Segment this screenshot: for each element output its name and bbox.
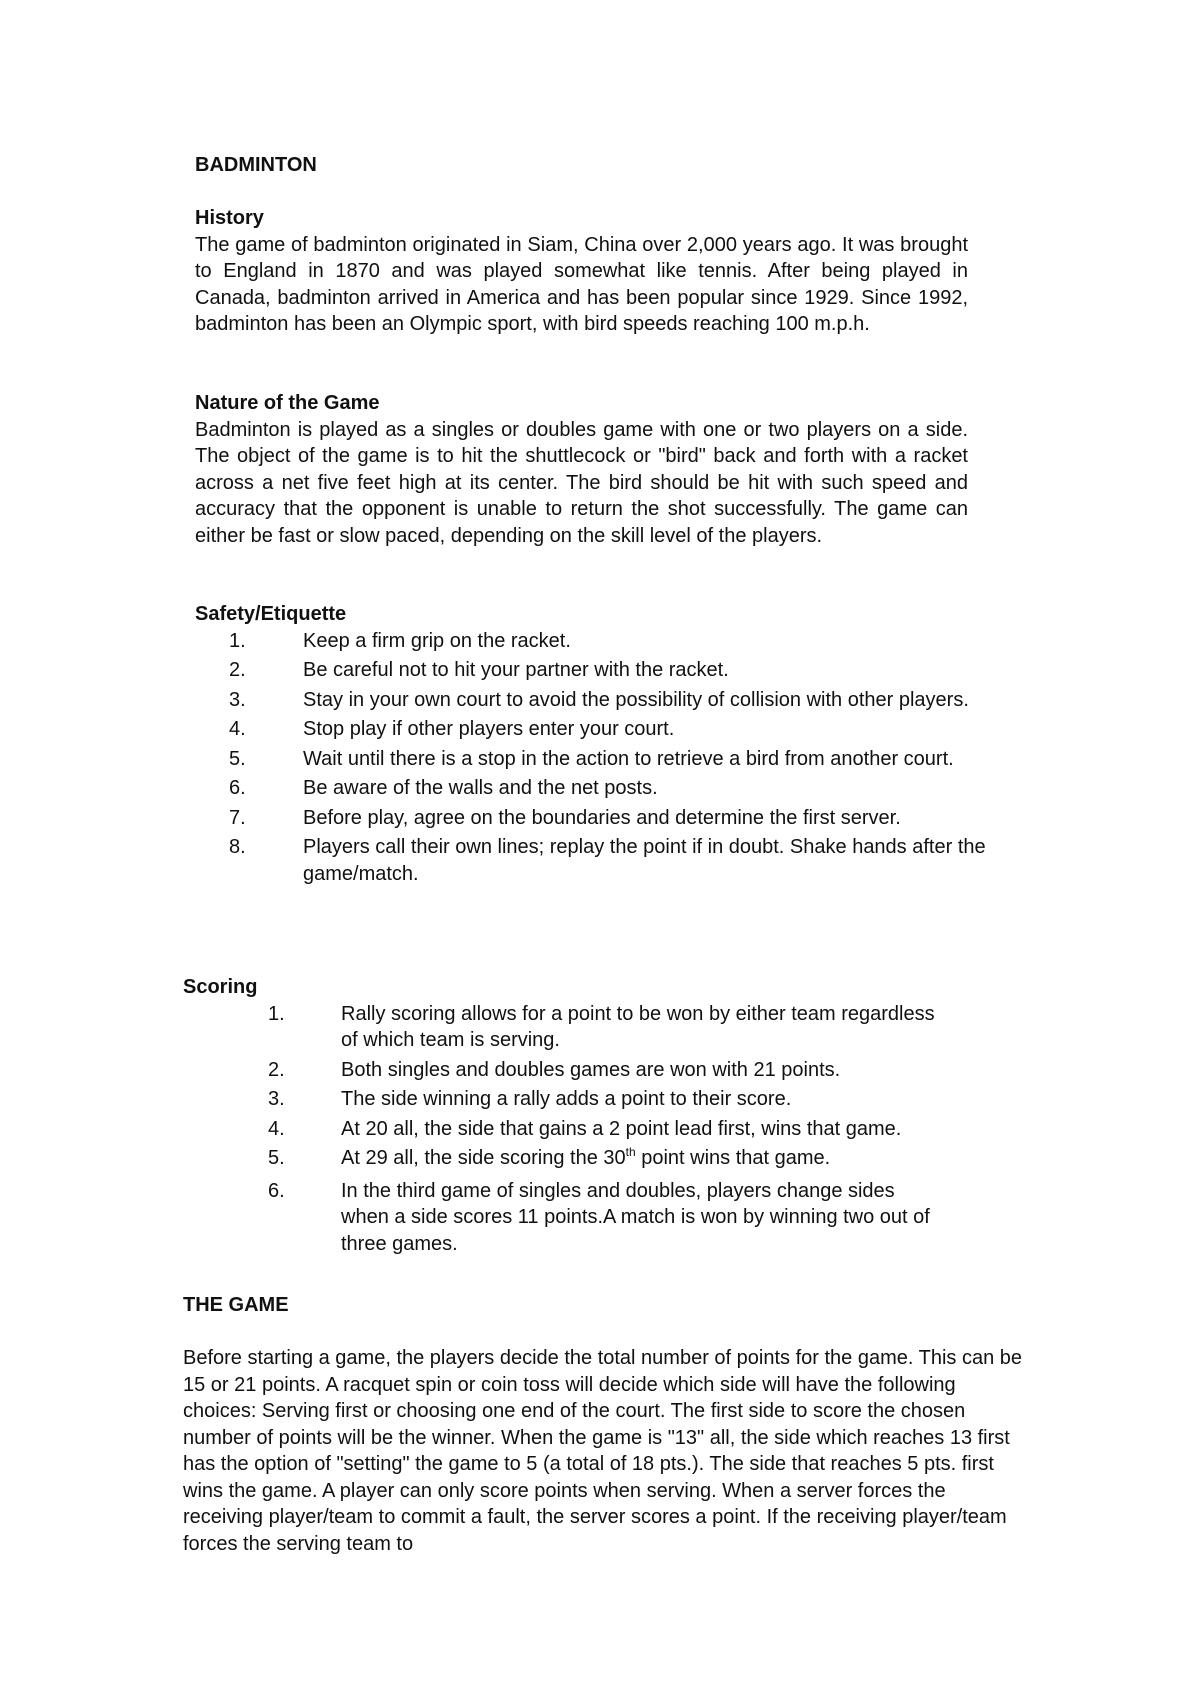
list-number: 6. — [229, 777, 246, 799]
list-item — [183, 1145, 941, 1172]
scoring-list — [183, 1001, 983, 1258]
list-number: 3. — [268, 1088, 285, 1110]
the-game-heading: THE GAME — [183, 1294, 289, 1316]
safety-list — [195, 628, 995, 888]
list-number: 5. — [268, 1147, 285, 1169]
list-item — [183, 1001, 941, 1054]
list-item — [183, 1086, 941, 1113]
list-item — [195, 657, 993, 684]
list-item — [183, 1057, 941, 1084]
list-number: 2. — [268, 1058, 285, 1081]
nature-section — [195, 390, 968, 549]
list-text: Rally scoring allows for a point to be won by either team regardless of which team is serving. — [341, 1002, 935, 1051]
list-text: At 20 all, the side that gains a 2 point lead first, wins that game. — [341, 1117, 902, 1140]
list-text: Players call their own lines; replay the point if in doubt. Shake hands after the game/match. — [303, 836, 986, 885]
list-text: Stay in your own court to avoid the possibility of collision with other players. — [303, 688, 969, 711]
list-item — [195, 834, 993, 887]
history-section — [195, 205, 968, 338]
scoring-section — [183, 974, 983, 1260]
nature-heading: Nature of the Game — [195, 392, 380, 414]
list-item — [195, 775, 993, 802]
list-item — [195, 746, 993, 773]
list-number: 2. — [229, 659, 246, 681]
list-number: 1. — [229, 629, 246, 652]
list-item — [195, 716, 993, 743]
history-heading: History — [195, 207, 264, 229]
list-number: 3. — [229, 688, 246, 711]
document-title: BADMINTON — [195, 154, 317, 176]
list-number: 4. — [229, 718, 246, 740]
scoring-heading: Scoring — [183, 976, 258, 998]
list-text: point wins that game. — [635, 1147, 831, 1169]
the-game-text: Before starting a game, the players decide the total number of points for the game. This can be 15 or 21 points. A racquet spin or coin toss will decide which side will have the following choices: Serving first or choosing one end of the court. The first side to score the chosen number of points will be the winner. When the game is "13" all, the side which reaches 13 first has the option of "setting" the game to 5 (a total of 18 pts.). The side that reaches 5 pts. first wins the game. A player can only score points when serving. When a server forces the receiving player/team to commit a fault, the server scores a point. If the receiving player/team forces the serving team to — [183, 1347, 1023, 1555]
list-text: Be careful not to hit your partner with the racket. — [303, 659, 729, 681]
list-text: Before play, agree on the boundaries and determine the first server. — [303, 806, 901, 829]
nature-text: Badminton is played as a singles or doubles game with one or two players on a side. The object of the game is to hit the shuttlecock or "bird" back and forth with a racket across a net five feet high at its center. The bird should be hit with such speed and accuracy that the opponent is unable to return the shot successfully. The game can either be fast or slow paced, depending on the skill level of the players. — [195, 418, 968, 547]
list-number: 4. — [268, 1117, 285, 1140]
list-text: Keep a firm grip on the racket. — [303, 629, 571, 652]
list-text: Stop play if other players enter your court. — [303, 718, 675, 740]
safety-heading: Safety/Etiquette — [195, 603, 347, 625]
list-item — [183, 1116, 941, 1143]
list-number: 8. — [229, 836, 246, 858]
list-text: Be aware of the walls and the net posts. — [303, 777, 658, 799]
safety-section — [195, 601, 995, 890]
list-item — [195, 805, 993, 832]
list-text: The side winning a rally adds a point to their score. — [341, 1088, 792, 1110]
list-number: 7. — [229, 806, 246, 829]
list-text: Wait until there is a stop in the action to retrieve a bird from another court. — [303, 747, 954, 770]
list-text: Both singles and doubles games are won with 21 points. — [341, 1058, 841, 1081]
list-item — [195, 687, 993, 714]
list-text: At 29 all, the side scoring the 30 — [341, 1147, 626, 1169]
list-item — [195, 628, 993, 655]
list-number: 6. — [268, 1179, 285, 1202]
list-item — [183, 1178, 941, 1258]
history-text: The game of badminton originated in Siam, China over 2,000 years ago. It was brought to England in 1870 and was played somewhat like tennis. After being played in Canada, badminton arrived in America and has been popular since 1929. Since 1992, badminton has been an Olympic sport, with bird speeds reaching 100 m.p.h. — [195, 233, 968, 335]
ordinal-suffix: th — [625, 1145, 636, 1159]
list-number: 5. — [229, 747, 246, 770]
list-text: In the third game of singles and doubles, players change sides when a side scores 11 points.A match is won by winning two out of three games. — [341, 1179, 930, 1255]
list-number: 1. — [268, 1002, 285, 1025]
